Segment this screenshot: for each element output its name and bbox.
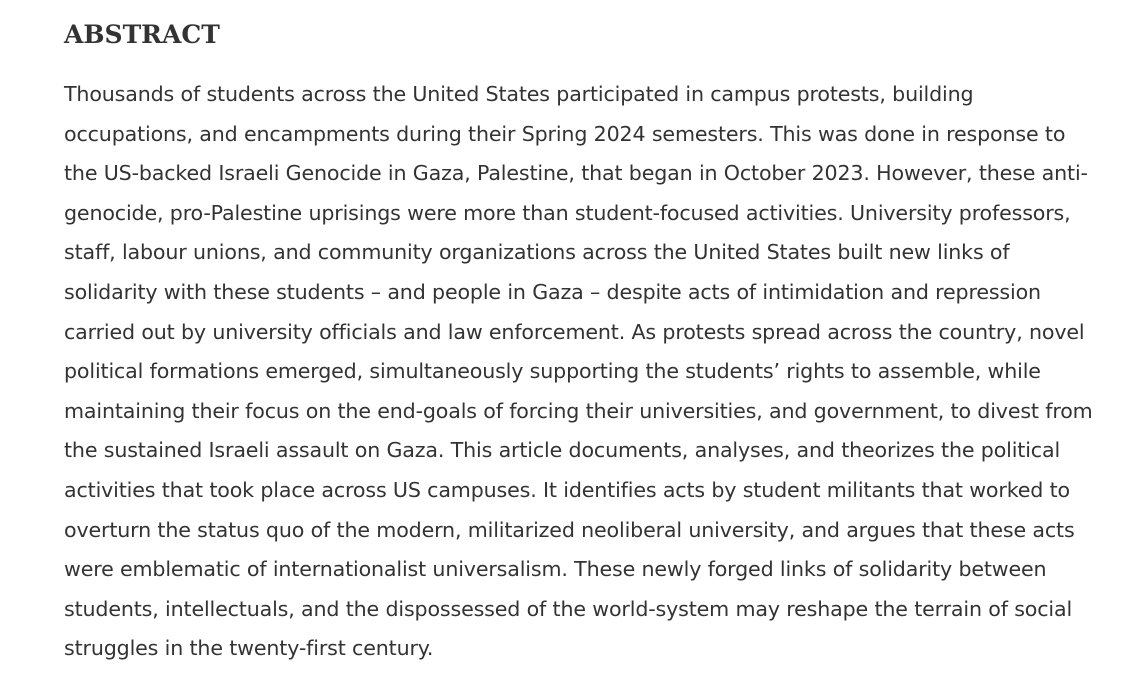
abstract-section: [64, 18, 1104, 669]
abstract-body: Thousands of students across the United States participated in campus protests, building occupations, and encampments during their Spring 2024 semesters. This was done in response to the US-backed Israeli Genocide in Gaza, Palestine, that began in October 2023. However, these anti-genocide, pro-Palestine uprisings were more than student-focused activities. University professors, staff, labour unions, and community organizations across the United States built new links of solidarity with these students – and people in Gaza – despite acts of intimidation and repression carried out by university officials and law enforcement. As protests spread across the country, novel political formations emerged, simultaneously supporting the students’ rights to assemble, while maintaining their focus on the end-goals of forcing their universities, and government, to divest from the sustained Israeli assault on Gaza. This article documents, analyses, and theorizes the political activities that took place across US campuses. It identifies acts by student militants that worked to overturn the status quo of the modern, militarized neoliberal university, and argues that these acts were emblematic of internationalist universalism. These newly forged links of solidarity between students, intellectuals, and the dispossessed of the world-system may reshape the terrain of social struggles in the twenty-first century.: [64, 82, 1093, 661]
abstract-heading: ABSTRACT: [64, 20, 220, 49]
